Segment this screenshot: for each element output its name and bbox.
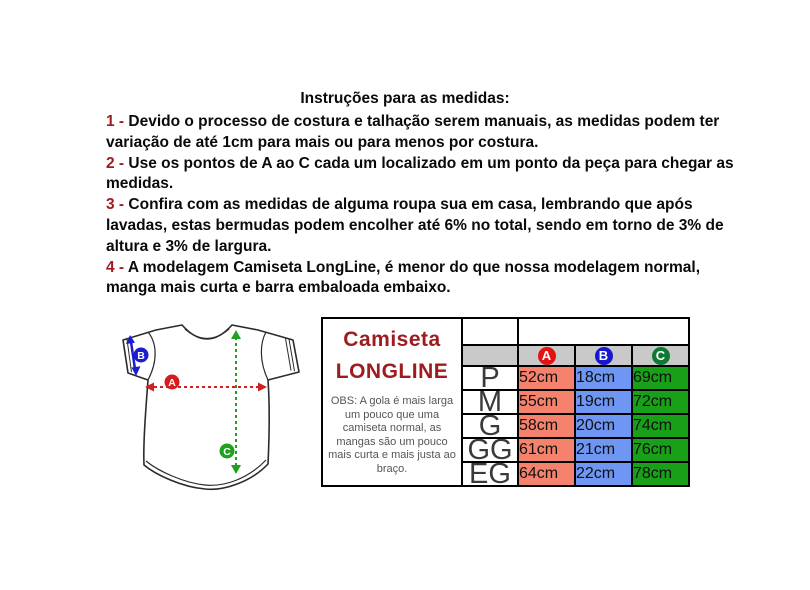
measure-a-value: 55cm xyxy=(518,390,575,414)
point-b-badge xyxy=(134,348,149,363)
size-label: P xyxy=(462,366,518,390)
measure-c-value: 74cm xyxy=(632,414,689,438)
chart-obs-note: OBS: A gola é mais larga um pouco que uma camiseta normal, as mangas são um pouco mais curta e mais justa ao braço. xyxy=(328,395,456,475)
size-chart-info-panel xyxy=(322,318,462,486)
measure-c-value: 76cm xyxy=(632,438,689,462)
point-c-badge xyxy=(220,444,235,459)
point-b-label: B xyxy=(137,349,145,362)
measure-a-value: 64cm xyxy=(518,462,575,486)
measure-b-value: 21cm xyxy=(575,438,632,462)
item-number: 4 - xyxy=(106,258,128,276)
point-a-badge: A xyxy=(538,347,556,365)
instruction-line xyxy=(106,195,734,216)
column-c-header xyxy=(632,345,689,366)
item-number: 2 - xyxy=(106,154,129,172)
instruction-text: manga mais curta e barra embaloada embaixo. xyxy=(106,279,451,297)
instruction-line xyxy=(106,133,734,154)
size-chart-table xyxy=(321,317,690,487)
measure-c-value: 72cm xyxy=(632,390,689,414)
empty-header-cell xyxy=(462,345,518,366)
instruction-line xyxy=(106,174,734,195)
empty-cell xyxy=(462,318,518,345)
point-c-label: C xyxy=(223,445,231,458)
measure-a-value: 52cm xyxy=(518,366,575,390)
empty-merged-cell xyxy=(518,318,689,345)
instruction-text: lavadas, estas bermudas podem encolher até 6% no total, sendo em torno de 3% de xyxy=(106,216,724,234)
measure-b-value: 22cm xyxy=(575,462,632,486)
measure-a-value: 61cm xyxy=(518,438,575,462)
chart-title-line1: Camiseta xyxy=(343,328,441,351)
instruction-text: Use os pontos de A ao C cada um localizado em um ponto da peça para chegar as xyxy=(128,154,734,172)
size-label: EG xyxy=(462,462,518,486)
measure-c-value: 69cm xyxy=(632,366,689,390)
page-title: Instruções para as medidas: xyxy=(300,90,510,107)
tshirt-outline xyxy=(123,325,299,489)
instruction-text: variação de até 1cm para mais ou para menos por costura. xyxy=(106,133,539,151)
instruction-line xyxy=(106,237,734,258)
point-b-badge: B xyxy=(595,347,613,365)
instruction-text: Confira com as medidas de alguma roupa sua em casa, lembrando que após xyxy=(128,196,693,214)
measure-a-value: 58cm xyxy=(518,414,575,438)
item-number: 1 - xyxy=(106,113,129,130)
instruction-line xyxy=(106,112,734,133)
instruction-line xyxy=(106,258,734,279)
measure-b-value: 18cm xyxy=(575,366,632,390)
measure-c-value: 78cm xyxy=(632,462,689,486)
size-label: G xyxy=(462,414,518,438)
column-a-header xyxy=(518,345,575,366)
instruction-text: A modelagem Camiseta LongLine, é menor do que nossa modelagem normal, xyxy=(127,258,701,276)
measure-b-value: 20cm xyxy=(575,414,632,438)
point-a-label: A xyxy=(168,376,176,389)
column-b-header xyxy=(575,345,632,366)
instruction-text: Devido o processo de costura e talhação serem manuais, as medidas podem ter xyxy=(128,113,720,130)
size-label: M xyxy=(462,390,518,414)
instruction-line xyxy=(106,278,734,299)
instruction-line xyxy=(106,154,734,175)
tshirt-measure-diagram xyxy=(100,303,320,503)
chart-title-line2: LONGLINE xyxy=(335,360,449,383)
instruction-text: altura e 3% de largura. xyxy=(106,237,272,255)
measure-b-value: 19cm xyxy=(575,390,632,414)
item-number: 3 - xyxy=(106,196,129,214)
point-c-badge: C xyxy=(652,347,670,365)
instruction-text: medidas. xyxy=(106,175,174,193)
instructions-block xyxy=(106,112,734,299)
size-label: GG xyxy=(462,438,518,462)
instruction-line xyxy=(106,216,734,237)
point-a-badge xyxy=(165,375,180,390)
